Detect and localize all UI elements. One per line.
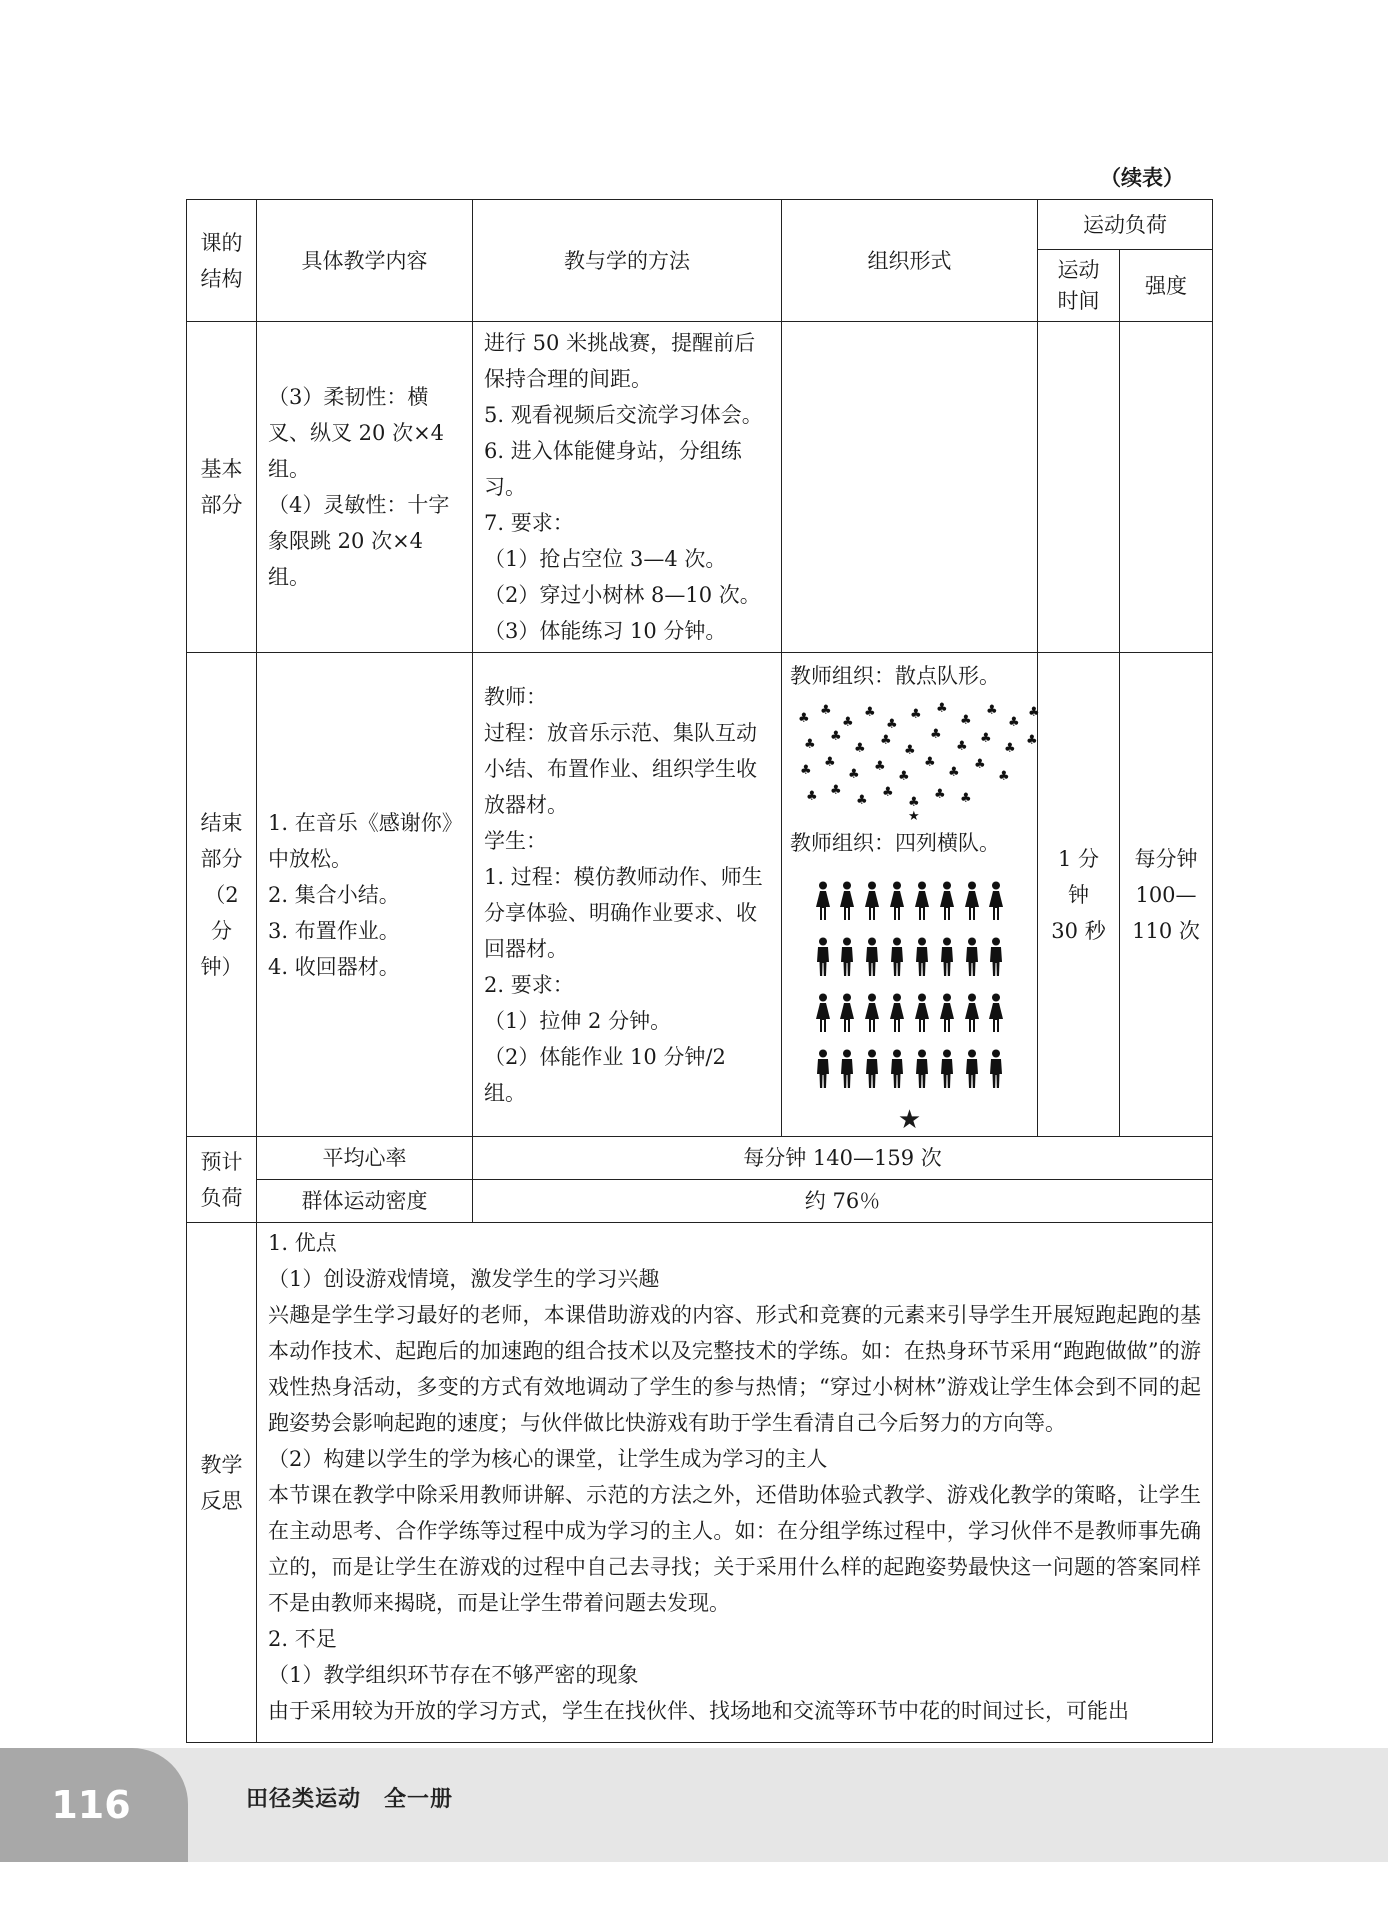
student-dot-icon: ♣ <box>930 727 942 742</box>
ending-part-method <box>473 653 782 1137</box>
rank-formation-caption: 教师组织：四列横队。 <box>790 831 1000 855</box>
student-dot-icon: ♣ <box>874 759 886 774</box>
student-dot-icon: ♣ <box>956 739 968 754</box>
method-line: 教师： <box>484 684 547 709</box>
scatter-formation-caption: 教师组织：散点队形。 <box>790 664 1000 688</box>
method-line: （1）抢占空位 3—4 次。 <box>484 547 727 571</box>
reflection-paragraph: 兴趣是学生学习最好的老师，本课借助游戏的内容、形式和竞赛的元素来引导学生开展短跑起跑的基本动作技术、起跑后的加速跑的组合技术以及完整技术的学练。如：在热身环节采用“跑跑做做”的游戏性热身活动，多变的方式有效地调动了学生的参与热情；“穿过小树林”游戏让学生体会到不同的起跑姿势会影响起跑的速度；与伙伴做比快游戏有助于学生看清自己今后努力的方向等。 <box>268 1303 1201 1435</box>
student-dot-icon: ♣ <box>980 731 992 746</box>
student-dot-icon: ♣ <box>998 769 1010 784</box>
student-dot-icon: ♣ <box>798 711 810 726</box>
density-label: 群体运动密度 <box>257 1180 473 1223</box>
continued-label: （续表） <box>1100 166 1184 190</box>
method-line: 学生： <box>484 828 547 853</box>
boy-figure-icon <box>988 937 1004 977</box>
teacher-star-icon: ★ <box>908 809 920 824</box>
girl-figure-icon <box>889 881 905 921</box>
density-value: 约 76％ <box>473 1180 1213 1223</box>
page-number: 116 <box>51 1783 131 1827</box>
student-dot-icon: ♣ <box>986 703 998 718</box>
rank-row <box>815 881 1005 937</box>
reflection-label: 教学 反思 <box>187 1223 257 1743</box>
boy-figure-icon <box>864 937 880 977</box>
boy-figure-icon <box>964 1049 980 1089</box>
boy-figure-icon <box>939 937 955 977</box>
basic-part-method <box>473 322 782 653</box>
student-dot-icon: ♣ <box>904 743 916 758</box>
boy-figure-icon <box>889 937 905 977</box>
girl-figure-icon <box>914 881 930 921</box>
girl-figure-icon <box>864 993 880 1033</box>
student-dot-icon: ♣ <box>948 765 960 780</box>
student-dot-icon: ♣ <box>842 715 854 730</box>
student-dot-icon: ♣ <box>1008 715 1020 730</box>
girl-figure-icon <box>889 993 905 1033</box>
rank-row <box>815 937 1005 993</box>
boy-figure-icon <box>815 1049 831 1089</box>
student-dot-icon: ♣ <box>856 793 868 808</box>
ending-part-organization <box>782 653 1038 1137</box>
book-title: 田径类运动 全一册 <box>246 1787 454 1812</box>
ending-part-label: 结束 部分 （2 分 钟） <box>187 653 257 1137</box>
header-load-intensity: 强度 <box>1120 250 1213 322</box>
content-line: 2. 集合小结。 <box>268 882 400 907</box>
boy-figure-icon <box>815 937 831 977</box>
student-dot-icon: ♣ <box>830 729 842 744</box>
boy-figure-icon <box>964 937 980 977</box>
method-line: 进行 50 米挑战赛，提醒前后保持合理的间距。 <box>484 331 756 391</box>
student-dot-icon: ♣ <box>880 733 892 748</box>
boy-figure-icon <box>914 937 930 977</box>
header-content: 具体教学内容 <box>257 200 473 322</box>
student-dot-icon: ♣ <box>1028 705 1040 720</box>
header-load: 运动负荷 <box>1038 200 1213 250</box>
header-load-time: 运动 时间 <box>1038 250 1120 322</box>
student-dot-icon: ♣ <box>1004 741 1016 756</box>
boy-figure-icon <box>988 1049 1004 1089</box>
student-dot-icon: ♣ <box>886 717 898 732</box>
reflection-paragraph: 由于采用较为开放的学习方式，学生在找伙伴、找场地和交流等环节中花的时间过长，可能出 <box>268 1699 1129 1723</box>
student-dot-icon: ♣ <box>1026 733 1038 748</box>
header-organization: 组织形式 <box>782 200 1038 322</box>
content-line: 3. 布置作业。 <box>268 918 400 943</box>
ending-part-intensity: 每分钟 100— 110 次 <box>1120 653 1213 1137</box>
boy-figure-icon <box>889 1049 905 1089</box>
method-line: 5. 观看视频后交流学习体会。 <box>484 403 763 427</box>
student-dot-icon: ♣ <box>864 705 876 720</box>
girl-figure-icon <box>964 993 980 1033</box>
student-dot-icon: ♣ <box>908 795 920 810</box>
footer-band <box>0 1748 1388 1862</box>
forecast-label: 预计 负荷 <box>187 1137 257 1223</box>
heart-rate-label: 平均心率 <box>257 1137 473 1180</box>
student-dot-icon: ♣ <box>806 789 818 804</box>
student-dot-icon: ♣ <box>960 713 972 728</box>
girl-figure-icon <box>939 881 955 921</box>
header-method: 教与学的方法 <box>473 200 782 322</box>
scatter-formation-diagram <box>790 698 1040 823</box>
student-dot-icon: ♣ <box>854 741 866 756</box>
teacher-star-icon: ★ <box>897 1105 922 1135</box>
reflection-content <box>257 1223 1213 1743</box>
method-line: 2. 要求： <box>484 972 574 997</box>
student-dot-icon: ♣ <box>974 757 986 772</box>
student-dot-icon: ♣ <box>882 785 894 800</box>
girl-figure-icon <box>815 881 831 921</box>
method-line: （1）拉伸 2 分钟。 <box>484 1008 672 1033</box>
girl-figure-icon <box>864 881 880 921</box>
method-line: 7. 要求： <box>484 511 574 535</box>
basic-part-label: 基本 部分 <box>187 322 257 653</box>
girl-figure-icon <box>914 993 930 1033</box>
student-dot-icon: ♣ <box>830 783 842 798</box>
method-line: 1. 过程：模仿教师动作、师生分享体验、明确作业要求、收回器材。 <box>484 864 763 961</box>
lesson-plan-table <box>186 199 1213 1743</box>
method-line: （2）穿过小树林 8—10 次。 <box>484 583 761 607</box>
boy-figure-icon <box>864 1049 880 1089</box>
content-line: 4. 收回器材。 <box>268 954 400 979</box>
method-line: 6. 进入体能健身站，分组练习。 <box>484 439 742 499</box>
student-dot-icon: ♣ <box>820 703 832 718</box>
ending-part-content <box>257 653 473 1137</box>
girl-figure-icon <box>939 993 955 1033</box>
reflection-paragraph: 本节课在教学中除采用教师讲解、示范的方法之外，还借助体验式教学、游戏化教学的策略，让学生在主动思考、合作学练等过程中成为学习的主人。如：在分组学练过程中，学习伙伴不是教师事先确立的，而是让学生在游戏的过程中自己去寻找；关于采用什么样的起跑姿势最快这一问题的答案同样不是由教师来揭晓，而是让学生带着问题去发现。 <box>268 1483 1201 1615</box>
method-line: 过程：放音乐示范、集队互动小结、布置作业、组织学生收放器材。 <box>484 720 757 817</box>
student-dot-icon: ♣ <box>898 769 910 784</box>
girl-figure-icon <box>815 993 831 1033</box>
content-line: 1. 在音乐《感谢你》中放松。 <box>268 810 453 871</box>
basic-part-organization <box>782 322 1038 653</box>
page-number-tab <box>0 1748 188 1862</box>
rank-row <box>815 993 1005 1049</box>
reflection-item: （1）教学组织环节存在不够严密的现象 <box>268 1663 639 1687</box>
student-dot-icon: ♣ <box>910 707 922 722</box>
method-line: （2）体能作业 10 分钟/2 组。 <box>484 1044 726 1105</box>
girl-figure-icon <box>964 881 980 921</box>
girl-figure-icon <box>988 881 1004 921</box>
boy-figure-icon <box>839 1049 855 1089</box>
header-structure: 课的 结构 <box>187 200 257 322</box>
basic-part-time <box>1038 322 1120 653</box>
student-dot-icon: ♣ <box>848 767 860 782</box>
ending-part-time: 1 分钟 30 秒 <box>1038 653 1120 1137</box>
four-rank-formation-diagram <box>815 881 1005 1105</box>
reflection-item: 2. 不足 <box>268 1627 337 1651</box>
student-dot-icon: ♣ <box>804 737 816 752</box>
basic-part-intensity <box>1120 322 1213 653</box>
girl-figure-icon <box>839 881 855 921</box>
student-dot-icon: ♣ <box>934 787 946 802</box>
boy-figure-icon <box>914 1049 930 1089</box>
student-dot-icon: ♣ <box>936 701 948 716</box>
basic-part-content: （3）柔韧性：横叉、纵叉 20 次×4 组。 （4）灵敏性：十字象限跳 20 次×4 组。 <box>257 322 473 653</box>
girl-figure-icon <box>988 993 1004 1033</box>
method-line: （3）体能练习 10 分钟。 <box>484 619 727 643</box>
boy-figure-icon <box>939 1049 955 1089</box>
student-dot-icon: ♣ <box>960 791 972 806</box>
boy-figure-icon <box>839 937 855 977</box>
student-dot-icon: ♣ <box>800 763 812 778</box>
reflection-item: （1）创设游戏情境，激发学生的学习兴趣 <box>268 1267 660 1291</box>
reflection-item: （2）构建以学生的学为核心的课堂，让学生成为学习的主人 <box>268 1447 828 1471</box>
heart-rate-value: 每分钟 140—159 次 <box>473 1137 1213 1180</box>
reflection-item: 1. 优点 <box>268 1231 337 1255</box>
student-dot-icon: ♣ <box>924 755 936 770</box>
rank-row <box>815 1049 1005 1105</box>
girl-figure-icon <box>839 993 855 1033</box>
student-dot-icon: ♣ <box>824 755 836 770</box>
